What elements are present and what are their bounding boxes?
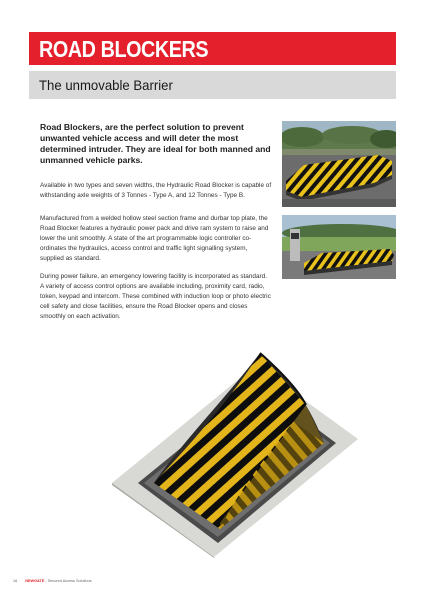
road-blocker-3d-render-image: [110, 333, 360, 558]
road-blocker-photo-parking: [282, 121, 396, 207]
road-blocker-photo-entrance-image: [282, 215, 396, 279]
page-number: 16: [13, 579, 18, 583]
subtitle-banner: [29, 71, 396, 99]
page-title: ROAD BLOCKERS: [39, 36, 209, 62]
body-paragraph: Available in two types and seven widths, the Hydraulic Road Blocker is capable of withstanding axle weights of 3 Tonnes - Type A, and 12 Tonnes - Type B.: [40, 182, 272, 200]
footer-tagline: - Secured Access Solutions: [44, 579, 92, 583]
road-blocker-photo-parking-image: [282, 121, 396, 207]
road-blocker-photo-entrance: [282, 215, 396, 279]
body-paragraph: During power failure, an emergency lowering facility is incorporated as standard. A variety of access control options are available including, proximity card, radio, token, keypad and intercom. These combined with induction loop or photo electric cell safety and close facilities, ensure the Road Blocker opens and closes smoothly on each activation.: [40, 273, 271, 321]
page-footer: [13, 579, 92, 583]
intro-paragraph: Road Blockers, are the perfect solution to prevent unwanted vehicle access and will deter the most determined intruder. They are ideal for both manned and unmanned vehicle parks.: [40, 122, 271, 165]
road-blocker-3d-render: [110, 333, 360, 558]
body-paragraph: Manufactured from a welded hollow steel section frame and durbar top plate, the Road Blocker features a hydraulic power pack and drive ram system to raise and lower the unit smoothly. A state of the art programmable logic controller co-ordinates the hydraulics, access control and traffic light signalling system, supplied as standard.: [40, 215, 269, 263]
page-subtitle: The unmovable Barrier: [39, 77, 173, 93]
title-banner: [29, 32, 396, 65]
footer-brand: NEWGATE: [25, 579, 45, 583]
